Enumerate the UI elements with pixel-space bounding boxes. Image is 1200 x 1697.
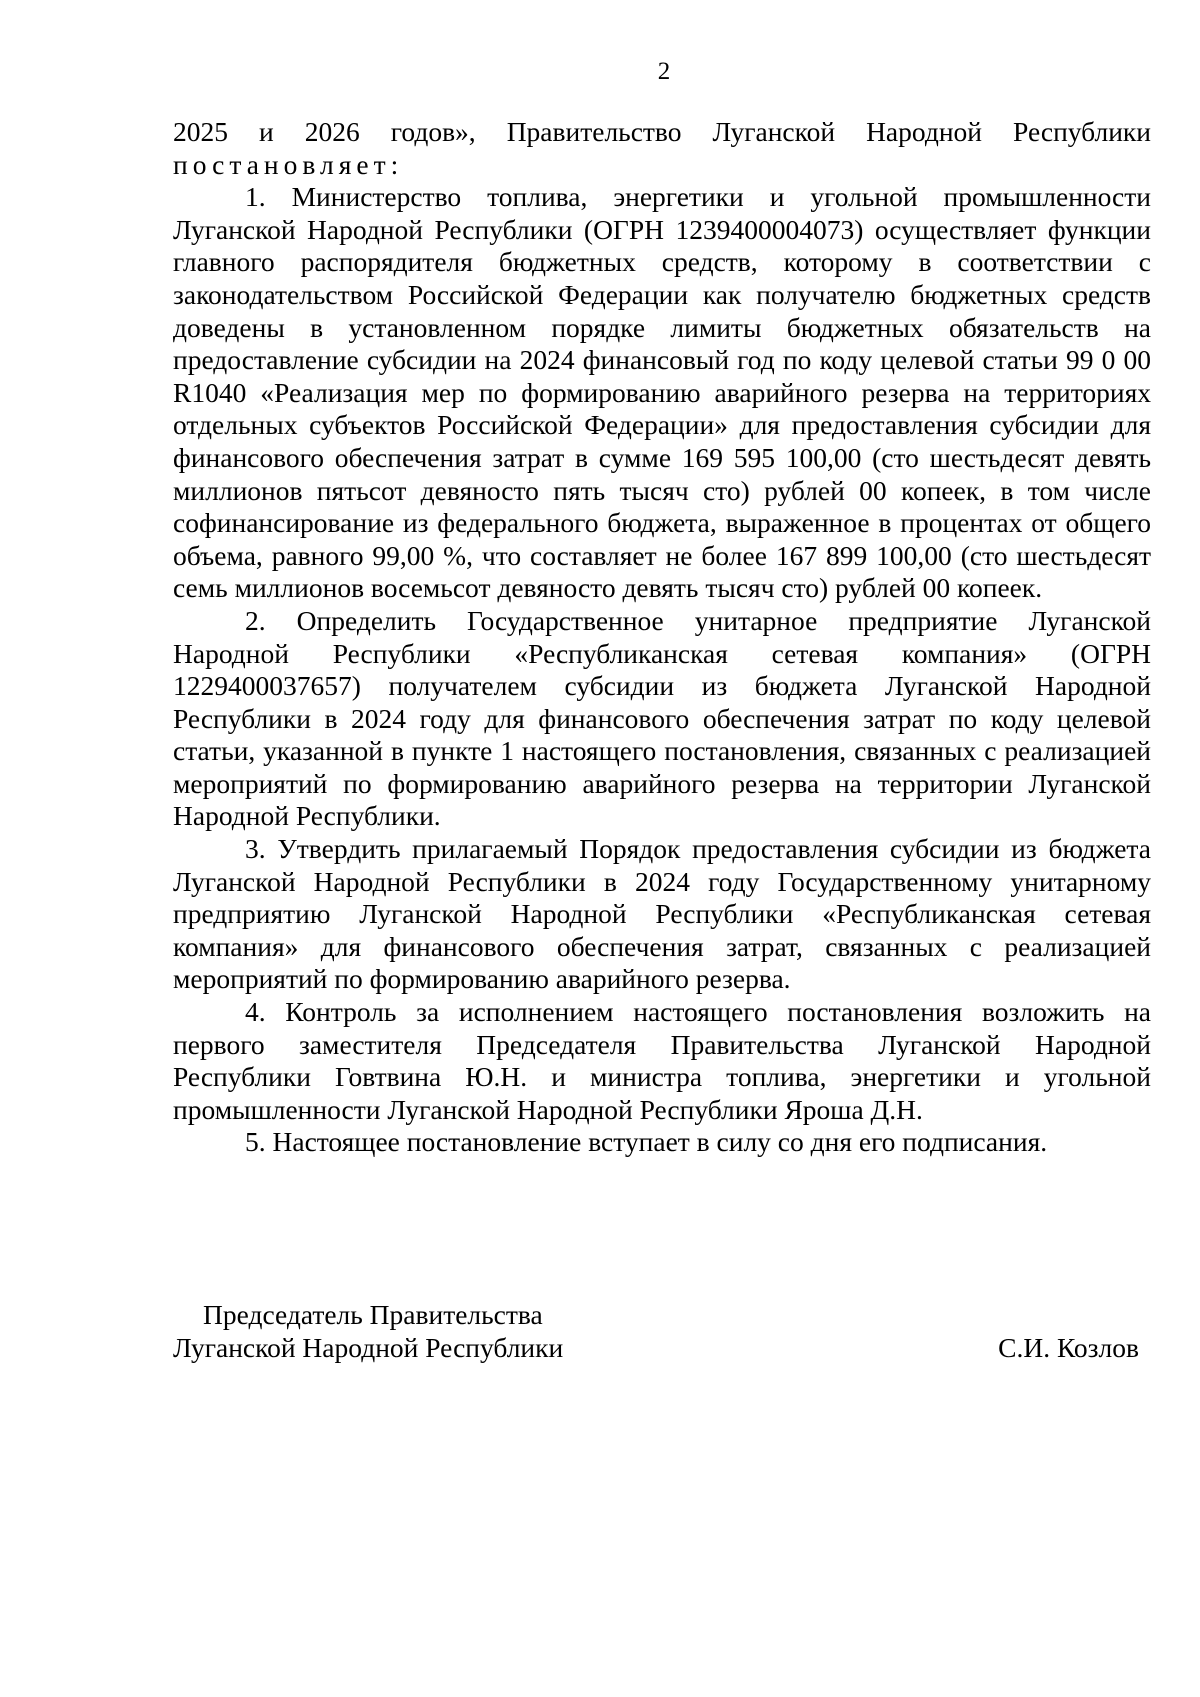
paragraph-4: 4. Контроль за исполнением настоящего постановления возложить на первого заместителя Председателя Правительства Луганской Народной Республики Говтвина Ю.Н. и министра топлива, энергетики и угольной промышленности Луганской Народной Республики Яроша Д.Н. bbox=[173, 996, 1151, 1125]
signature-row bbox=[173, 1331, 1151, 1364]
page-number: 2 bbox=[657, 58, 671, 85]
decree-word: постановляет: bbox=[173, 148, 404, 180]
paragraph-3: 3. Утвердить прилагаемый Порядок предоставления субсидии из бюджета Луганской Народной Республики в 2024 году Государственному унитарному предприятию Луганской Народной Республики «Республиканская сетевая компания» для финансового обеспечения затрат, связанных с реализацией мероприятий по формированию аварийного резерва. bbox=[173, 833, 1151, 995]
paragraph-2: 2. Определить Государственное унитарное предприятие Луганской Народной Республики «Республиканская сетевая компания» (ОГРН 1229400037657) получателем субсидии из бюджета Луганской Народной Республики в 2024 году для финансового обеспечения затрат по коду целевой статьи, указанной в пункте 1 настоящего постановления, связанных с реализацией мероприятий по формированию аварийного резерва на территории Луганской Народной Республики. bbox=[173, 604, 1151, 832]
signatory-title-line-1: Председатель Правительства bbox=[203, 1299, 543, 1330]
intro-text: 2025 и 2026 годов», Правительство Луганской Народной Республики bbox=[173, 116, 1151, 147]
document-body bbox=[173, 116, 1151, 1159]
intro-paragraph bbox=[173, 116, 1151, 181]
signatory-name: С.И. Козлов bbox=[998, 1332, 1139, 1363]
paragraph-1: 1. Министерство топлива, энергетики и угольной промышленности Луганской Народной Республики (ОГРН 1239400004073) осуществляет функции главного распорядителя бюджетных средств, которому в соответствии с законодательством Российской Федерации как получателю бюджетных средств доведены в установленном порядке лимиты бюджетных обязательств на предоставление субсидии на 2024 финансовый год по коду целевой статьи 99 0 00 R1040 «Реализация мер по формированию аварийного резерва на территориях отдельных субъектов Российской Федерации» для предоставления субсидии для финансового обеспечения затрат в сумме 169 595 100,00 (сто шестьдесят девять миллионов пятьсот девяносто пять тысяч сто) рублей 00 копеек, в том числе софинансирование из федерального бюджета, выраженное в процентах от общего объема, равного 99,00 %, что составляет не более 167 899 100,00 (сто шестьдесят семь миллионов восемьсот девяносто девять тысяч сто) рублей 00 копеек. bbox=[173, 181, 1151, 604]
signature-block bbox=[173, 1298, 1151, 1364]
paragraph-5: 5. Настоящее постановление вступает в силу со дня его подписания. bbox=[245, 1126, 1048, 1158]
signatory-title-line-2: Луганской Народной Республики bbox=[173, 1332, 564, 1363]
